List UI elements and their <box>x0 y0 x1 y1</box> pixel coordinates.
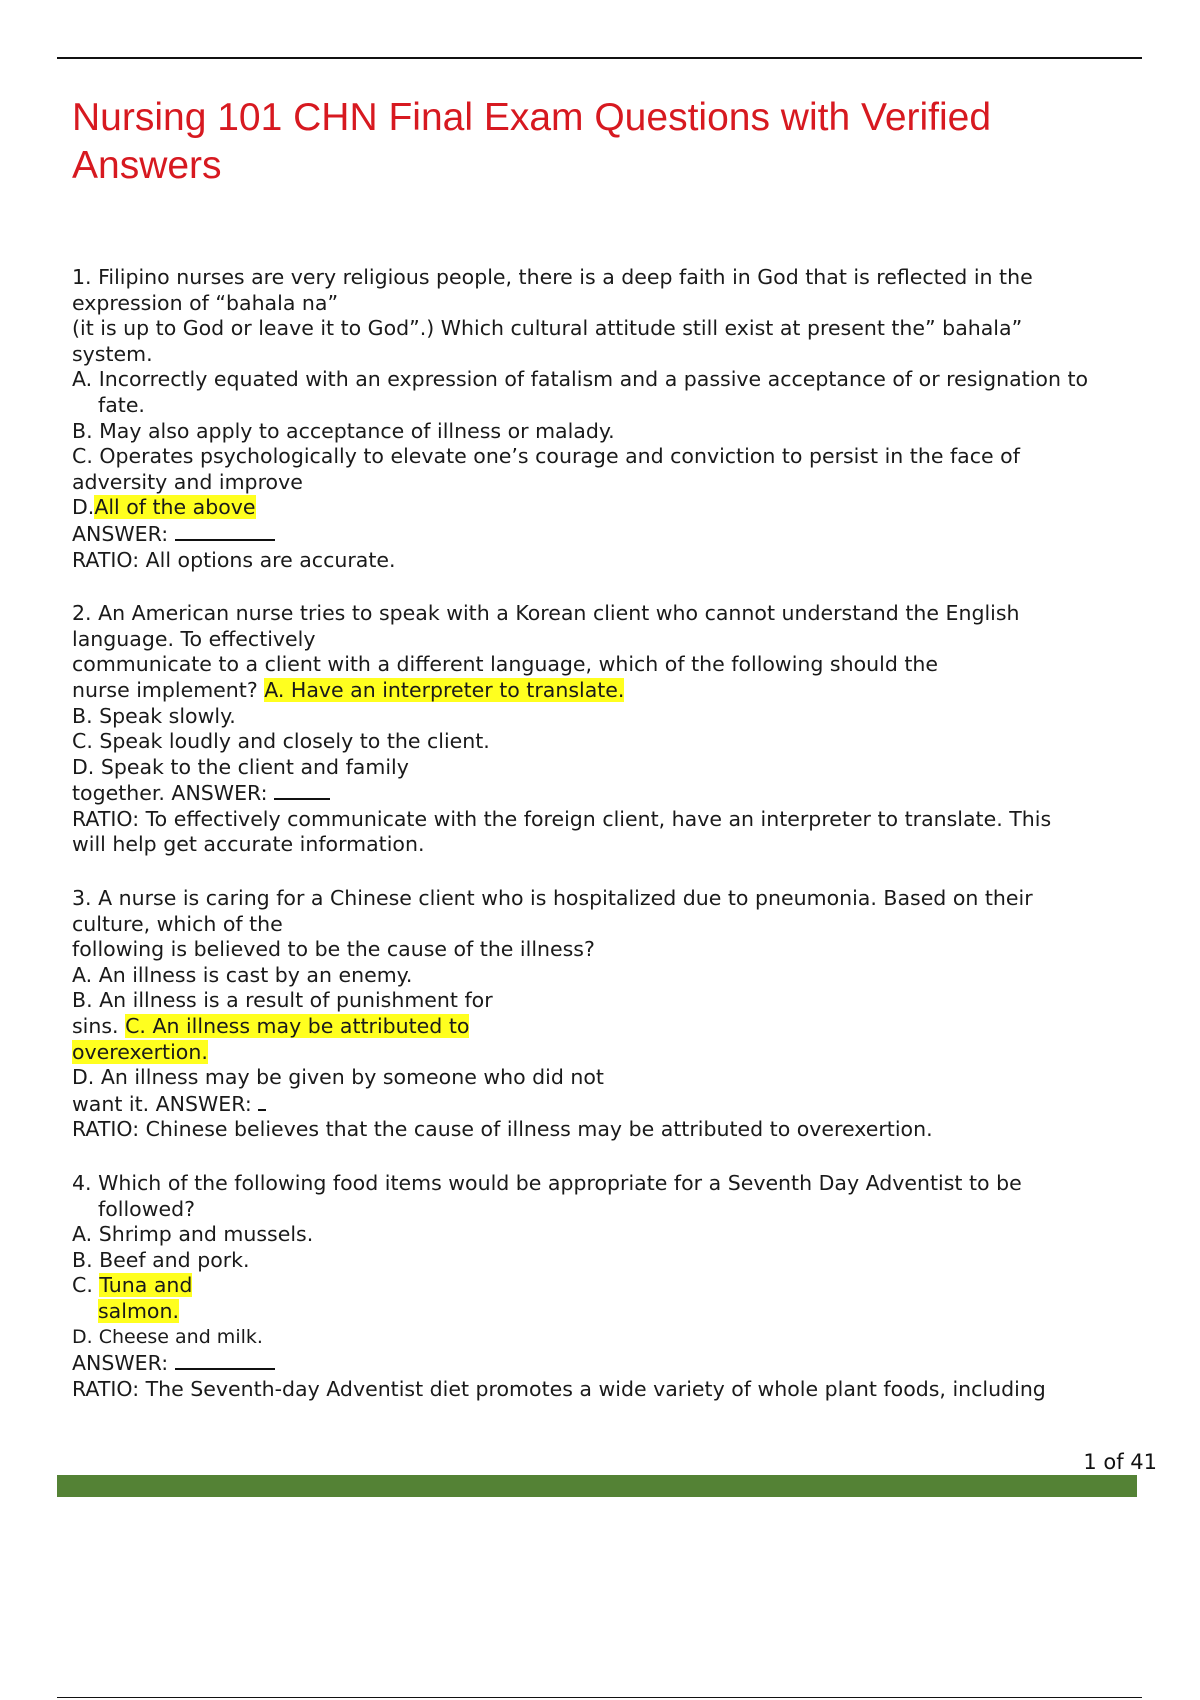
bottom-rule <box>57 1697 1142 1698</box>
footer-bar <box>57 1475 1137 1497</box>
q1-option-b: B. May also apply to acceptance of illness or malady. <box>72 418 615 443</box>
q2-stem-line-4 <box>72 678 1182 704</box>
q2-option-c: C. Speak loudly and closely to the client. <box>72 729 490 754</box>
q1-option-a-cont: fate. <box>98 392 145 417</box>
q1-answer-label: ANSWER: <box>72 521 169 546</box>
page-number: 1 of 41 <box>1083 1450 1157 1474</box>
document-title <box>72 94 1072 190</box>
q1-option-c-cont: adversity and improve <box>72 469 303 494</box>
top-rule <box>57 57 1142 59</box>
q3-highlighted-answer-2: overexertion. <box>72 1039 208 1064</box>
q3-stem-line-1: 3. A nurse is caring for a Chinese client who is hospitalized due to pneumonia. Based on their <box>72 886 1033 911</box>
q4-option-c-label: C. <box>72 1273 93 1298</box>
q1-ratio: RATIO: All options are accurate. <box>72 547 396 572</box>
q4-option-c-cont <box>72 1299 1182 1325</box>
q1-option-a: A. Incorrectly equated with an expression of fatalism and a passive acceptance of or resignation to <box>72 367 1089 392</box>
question-2 <box>72 601 1182 858</box>
q2-answer-line <box>72 780 1182 807</box>
question-4 <box>72 1171 1182 1402</box>
q2-stem-line-1: 2. An American nurse tries to speak with a Korean client who cannot understand the English <box>72 601 1020 626</box>
q4-option-b: B. Beef and pork. <box>72 1247 250 1272</box>
q3-highlighted-answer-1: C. An illness may be attributed to <box>125 1014 470 1039</box>
q4-option-c <box>72 1273 1182 1299</box>
q4-highlighted-answer-2: salmon. <box>98 1298 179 1323</box>
q1-answer-line <box>72 521 1182 548</box>
q4-answer-label: ANSWER: <box>72 1351 169 1376</box>
q1-stem-line-3: (it is up to God or leave it to God”.) Which cultural attitude still exist at present the” bahala” <box>72 316 1023 341</box>
q3-stem-line-3: following is believed to be the cause of the illness? <box>72 937 595 962</box>
q2-stem-line-2: language. To effectively <box>72 626 316 651</box>
q2-stem-text: nurse implement? <box>72 677 258 702</box>
q3-ratio: RATIO: Chinese believes that the cause of illness may be attributed to overexertion. <box>72 1117 933 1142</box>
q2-answer-label: together. ANSWER: <box>72 781 268 806</box>
q2-ratio-line-1: RATIO: To effectively communicate with the foreign client, have an interpreter to translate. This <box>72 806 1052 831</box>
q1-option-d <box>72 495 1182 521</box>
q2-stem-line-3: communicate to a client with a different language, which of the following should the <box>72 652 938 677</box>
q1-stem-line-2: expression of “bahala na” <box>72 290 339 315</box>
question-3 <box>72 886 1182 1143</box>
q2-answer-blank <box>274 780 330 800</box>
q3-option-b: B. An illness is a result of punishment for <box>72 988 493 1013</box>
q4-answer-blank <box>175 1350 275 1370</box>
q3-option-b-end: sins. <box>72 1014 119 1039</box>
q1-option-c: C. Operates psychologically to elevate one’s courage and conviction to persist in the face of <box>72 444 1020 469</box>
q3-stem-line-2: culture, which of the <box>72 911 283 936</box>
q1-option-d-label: D. <box>72 495 95 520</box>
q2-option-b: B. Speak slowly. <box>72 703 236 728</box>
questions-content <box>72 265 1182 1402</box>
q3-option-a: A. An illness is cast by an enemy. <box>72 962 413 987</box>
q1-stem-line-1: 1. Filipino nurses are very religious people, there is a deep faith in God that is reflected in the <box>72 265 1033 289</box>
q1-answer-blank <box>175 521 275 541</box>
q4-answer-line <box>72 1350 1182 1377</box>
q3-option-d: D. An illness may be given by someone who did not <box>72 1065 604 1090</box>
spacer <box>72 858 1182 886</box>
q4-option-a: A. Shrimp and mussels. <box>72 1222 314 1247</box>
spacer <box>72 573 1182 601</box>
q4-ratio: RATIO: The Seventh-day Adventist diet promotes a wide variety of whole plant foods, including <box>72 1376 1046 1401</box>
question-1 <box>72 265 1182 573</box>
q1-highlighted-answer: All of the above <box>94 495 256 520</box>
q3-answer-blank <box>258 1091 266 1111</box>
spacer <box>72 1143 1182 1171</box>
q2-option-d: D. Speak to the client and family <box>72 754 409 779</box>
title-line-2: Answers <box>72 144 222 187</box>
title-line-1: Nursing 101 CHN Final Exam Questions with Verified <box>72 96 992 139</box>
q3-option-c-cont <box>72 1040 1182 1066</box>
q4-option-d: D. Cheese and milk. <box>72 1325 263 1348</box>
q2-ratio-line-2: will help get accurate information. <box>72 832 425 857</box>
q1-stem-line-4: system. <box>72 341 153 366</box>
q4-stem-line-1: 4. Which of the following food items would be appropriate for a Seventh Day Adventist to be <box>72 1171 1022 1195</box>
q4-highlighted-answer-1: Tuna and <box>99 1273 193 1298</box>
q2-highlighted-answer: A. Have an interpreter to translate. <box>264 677 625 702</box>
q3-answer-label: want it. ANSWER: <box>72 1091 252 1116</box>
q3-option-b-cont <box>72 1014 1182 1040</box>
q4-stem-line-2: followed? <box>98 1196 195 1221</box>
q3-answer-line <box>72 1091 1182 1118</box>
